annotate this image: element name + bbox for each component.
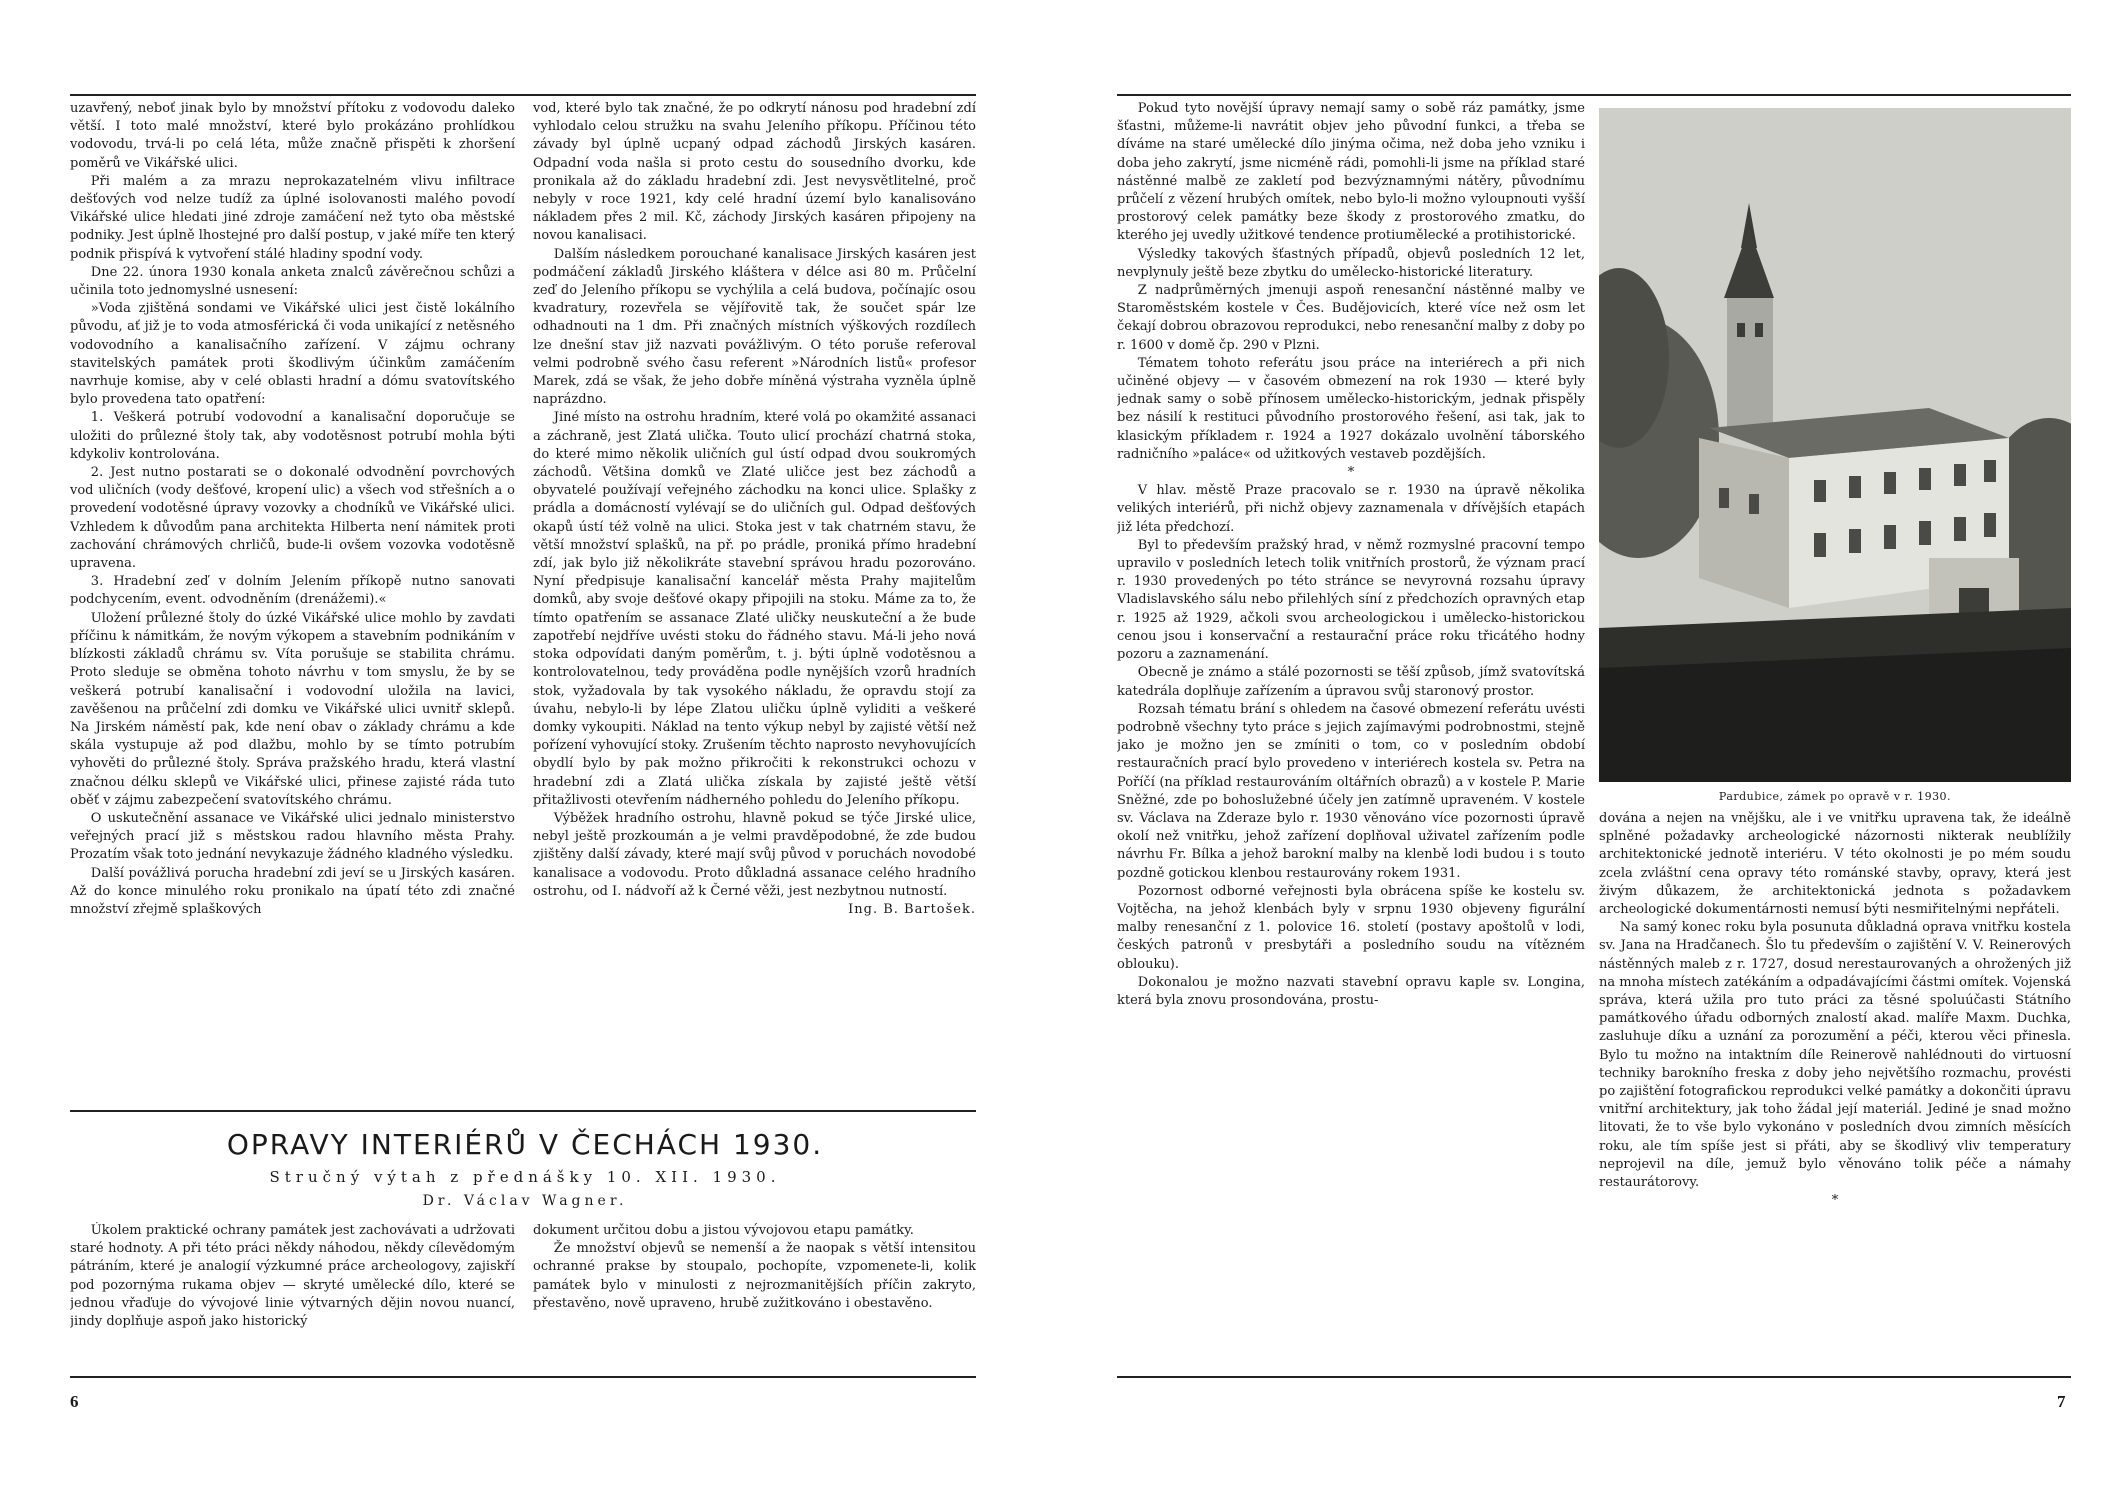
right-page (1057, 0, 2114, 1500)
paragraph: Obecně je známo a stálé pozornosti se těší způsob, jímž svatovítská katedrála doplňuje zařízením a úpravou svůj staronový prostor. (1117, 665, 1585, 699)
paragraph: Pozornost odborné veřejnosti byla obrácena spíše ke kostelu sv. Vojtěcha, na jehož klenbách byly v srpnu 1930 objeveny figurální malby renesanční z 1. polovice 16. století (postavy apoštolů v lodi, českých patronů v presbytáři a posledního soudu na vítězném oblouku). (1117, 883, 1585, 972)
paragraph: Dalším následkem porouchané kanalisace Jirských kasáren jest podmáčení základů Jirského kláštera v délce asi 80 m. Průčelní zeď do Jeleního příkopu se vychýlila a celá budova, počínajíc osou kvadratury, rozevřela se vějířovitě tak, že součet spár lze odhadnouti na 1 dm. Při značných místních výškových rozdílech lze dnešní stav již nazvati povážlivým. O této poruše referoval velmi podrobně svého času referent »Národních listů« profesor Marek, zdá se však, že jeho dobře míněná výstraha vyzněla úplně naprázdno. (533, 246, 976, 408)
paragraph: 1. Veškerá potrubí vodovodní a kanalisační doporučuje se uložiti do průlezné štoly tak, aby vodotěsnost potrubí mohla býti kdykoliv kontrolována. (70, 410, 515, 462)
top-rule (70, 94, 976, 96)
right-col-1 (1117, 100, 1585, 1375)
paragraph: dokument určitou dobu a jistou vývojovou etapu památky. (533, 1223, 914, 1238)
bottom-rule (1117, 1376, 2071, 1378)
paragraph: »Voda zjištěná sondami ve Vikářské ulici jest čistě lokálního původu, ať již je to voda atmosférická či voda unikající z netěsného vodovodního a kanalisačního zařízení. V zájmu ochrany stavitelských památek proti škodlivým účinkům zamáčením navrhuje komise, aby v celé oblasti hradní a dómu svatovítského bylo provedena tato opatření: (70, 301, 515, 408)
left-col-1 (70, 100, 515, 1105)
page-number: 7 (2057, 1392, 2066, 1411)
paragraph: V hlav. městě Praze pracovalo se r. 1930 na úpravě několika velikých interiérů, při nichž objevy zaznamenala v dřívějších etapách již léta předchozí. (1117, 483, 1585, 535)
paragraph: Že množství objevů se nemenší a že naopak s větší intensitou ochranné prakse by stoupalo, pochopíte, vzpomenete-li, kolik památek bylo v minulosti z nejrozmanitějších příčin zakryto, přestavěno, nově upraveno, hrubě zužitkováno i obestavěno. (533, 1241, 976, 1311)
paragraph: Rozsah tématu brání s ohledem na časové obmezení referátu uvésti podrobně všechny tyto práce s jejich zajímavými podrobnostmi, stejně jako je možno jen se zmíniti o tom, co v posledním období restauračních prací bylo provedeno v interiérech kostela sv. Petra na Poříčí (na příklad restaurováním oltářních obrazů) a v kostele P. Marie Sněžné, zde po bohoslužebné účely jen zatímně upraveném. V kostele sv. Václava na Zderaze bylo r. 1930 věnováno více pozornosti úpravě okolí než vnitřku, jehož zařízení doplňoval uživatel zařízením podle návrhu Fr. Bílka a jehož barokní malby na klenbě lodi budou i s touto pozdně gotickou klenbou restaurovány rokem 1931. (1117, 701, 1585, 881)
page-number: 6 (70, 1392, 79, 1411)
castle-photo (1599, 108, 2071, 782)
left-col-2 (533, 100, 976, 1105)
top-rule (1117, 94, 2071, 96)
paragraph: vod, které bylo tak značné, že po odkrytí nánosu pod hradební zdí vyhlodalo celou stružku na svahu Jeleního příkopu. Příčinou této závady byl úplně ucpaný odpad záchodů Jirských kasáren. Odpadní voda našla si proto cestu do sousedního dvorku, kde pronikala až do základu hradební zdi. Jest nevysvětlitelné, proč nebyly v roce 1921, kdy celé hradní území bylo kanalisováno nákladem přes 2 mil. Kč, záchody Jirských kasáren připojeny na novou kanalisaci. (533, 101, 976, 244)
paragraph: 3. Hradební zeď v dolním Jelením příkopě nutno sanovati podchycením, event. odvodněním (drenážemi).« (70, 574, 515, 608)
paragraph: Byl to především pražský hrad, v němž rozmyslné pracovní tempo upravilo v posledních letech tolik vnitřních prostorů, že význam prací r. 1930 provedených po této stránce se nevyrovná rozsahu úpravy Vladislavského sálu nebo přilehlých síní z předchozích opravných etap r. 1925 až 1929, ačkoli svou archeologickou i umělecko-historickou cenou jsou i konservační a restaurační práce roku třicátého hodny pozoru a zaznamenání. (1117, 537, 1585, 663)
article-col-2 (533, 1222, 976, 1372)
paragraph: Pokud tyto novější úpravy nemají samy o sobě ráz památky, jsme šťastni, můžeme-li navrátit objev jeho původní funkci, a třeba se díváme na staré umělecké dílo jinýma očima, než doba jeho vzniku i doba jeho zakrytí, jsme nicméně rádi, pomohli-li jsme na příklad staré nástěnné malbě ze zakletí pod bezvýznamnými nátěry, původnímu průčelí z vězení hrubých omítek, nebo bylo-li možno vyloupnouti vyšší prostorový celek památky beze škody z prostorového zmatku, do kterého jej uvedly užitkové tendence protiumělecké a protihistorické. (1117, 101, 1585, 244)
paragraph: Výsledky takových šťastných případů, objevů posledních 12 let, nevplynuly ještě beze zbytku do umělecko-historické literatury. (1117, 246, 1585, 280)
paragraph: Uložení průlezné štoly do úzké Vikářské ulice mohlo by zavdati příčinu k námitkám, že novým výkopem a stavebním podnikáním v blízkosti základů chrámu sv. Víta porušuje se stabilita chrámu. Proto sleduje se obměna tohoto návrhu v tom smyslu, že by se veškerá potrubí kanalisační i vodovodní uložila na lavici, zavěšenou na průčelní zdi domku ve Vikářské ulici uvnitř sklepů. Na Jirském náměstí pak, kde není obav o základy chrámu a kde skála vystupuje až pod dlažbu, mohlo by se tímto potrubím vyhověti do průlezné štoly. Správa pražského hradu, která vlastní značnou délku sklepů ve Vikářské ulici, přinese zajisté ráda tuto oběť v zájmu zabezpečení svatovítského chrámu. (70, 610, 515, 808)
paragraph: Při malém a za mrazu neprokazatelném vlivu infiltrace dešťových vod nelze tudíž za úplné isolovanosti malého povodí Vikářské ulice hledati jiné zdroje zamáčení než tyto oba městské podniky. Jest úplně lhostejné pro další postup, v jaké míře ten který podnik přispívá k vytvoření stálé hladiny spodní vody. (70, 173, 515, 262)
paragraph: Jiné místo na ostrohu hradním, které volá po okamžité assanaci a záchraně, jest Zlatá ulička. Touto ulicí prochází chatrná stoka, do které mimo několik uličních gul ústí odpad dvou soukromých záchodů. Většina domků ve Zlaté uličce jest bez záchodů a obyvatelé používají veřejného záchodku na konci ulice. Splašky z prádla a domácností vylévají se do uličních gul. Odpad dešťových okapů ústí též volně na ulici. Stoka jest v tak chatrném stavu, že větší množství splašků, na př. po prádle, proniká přímo hradební zdí, jak bylo již několikráte stavební správou hradu pozorováno. Nyní předpisuje kanalisační kancelář města Prahy majitelům domků, aby svoje dešťové okapy připojili na stoku. Máme za to, že tímto opatřením se assanace Zlaté uličky neuskuteční a že bude zapotřebí nejdříve uvésti stoku do řádného stavu. Má-li jeho nová stoka odpovídati daným poměrům, t. j. býti úplně vodotěsnou a kontrolovatelnou, tedy prováděna podle nynějších vzorů hradních stok, vyžadovala by tak vysokého nákladu, že opravdu stojí za úvahu, nebylo-li by lépe Zlatou uličku úplně vyliditi a veškeré domky vykoupiti. Náklad na tento výkup nebyl by zajisté větší než pořízení vyhovující stoky. Zrušením těchto naprosto nevyhovujících obydlí bylo by pak možno přikročiti k rekonstrukci ochozu v hradební zdi a Zlatá ulička získala by zajisté ještě větší přitažlivosti otevřením nádherného pohledu do Jeleního příkopu. (533, 410, 976, 808)
paragraph: Z nadprůměrných jmenuji aspoň renesanční nástěnné malby ve Staroměstském kostele v Čes. Budějovicích, které více než osm let čekají dobrou obrazovou reprodukci, nebo renesanční malby z doby po r. 1600 v domě čp. 290 v Plzni. (1117, 283, 1585, 353)
paragraph: uzavřený, neboť jinak bylo by množství přítoku z vodovodu daleko větší. I toto malé množství, které bylo prokázáno prohlídkou vodovodu, trvá-li po celá léta, může značně přispěti k zhoršení poměrů ve Vikářské ulici. (70, 101, 515, 171)
paragraph: Úkolem praktické ochrany památek jest zachovávati a udržovati staré hodnoty. A při této práci někdy náhodou, někdy cílevědomým pátráním, které je analogií výzkumné práce archeologovy, zajiskří pod pozornýma rukama objev — skryté umělecké dílo, které se jednou vřaďuje do vývojové linie výtvarných dějin novou nuancí, jindy doplňuje aspoň jako historický (70, 1223, 515, 1330)
paragraph: dována a nejen na vnějšku, ale i ve vnitřku upravena tak, že ideálně splněné požadavky archeologické názornosti nikterak neublížily architektonické jednotě interiéru. V této okolnosti je po mém soudu zcela zvláštní cena opravy této románské stavby, opravy, která jest živým důkazem, že architektonická jednota s požadavkem archeologické dokumentárnosti nemusí býti nesmiřitelnými nepřáteli. (1599, 811, 2071, 918)
paragraph: Dne 22. února 1930 konala anketa znalců závěrečnou schůzi a učinila toto jednomyslné usnesení: (70, 264, 515, 299)
right-col-2 (1599, 810, 2071, 1375)
article-title: OPRAVY INTERIÉRŮ V ČECHÁCH 1930. (226, 1128, 824, 1161)
article-subtitle: Stručný výtah z přednášky 10. XII. 1930. (269, 1168, 781, 1186)
bottom-rule (70, 1376, 976, 1378)
paragraph: 2. Jest nutno postarati se o dokonalé odvodnění povrchových vod uličních (vody dešťové, kropení ulic) a všech vod střešních a o provedení vodotěsné úpravy vozovky a chodníků ve Vikářské ulici. Vzhledem k důvodům pana architekta Hilberta není námitek proti zachování chrámových chrličů, bude-li ovšem vozovka vodotěsně upravena. (70, 465, 515, 572)
paragraph: Výběžek hradního ostrohu, hlavně pokud se týče Jirské ulice, nebyl ještě prozkoumán a je velmi pravděpodobné, že zde budou zjištěny další závady, které mají svůj původ v poruchách novodobé kanalisace a vodovodu. Proto důkladná assanace celého hradního ostrohu, od I. nádvoří až k Černé věži, jest nezbytnou nutností. (533, 810, 976, 899)
section-star: * (1347, 465, 1355, 481)
paragraph: Další povážlivá porucha hradební zdi jeví se u Jirských kasáren. Až do konce minulého roku pronikalo na úpatí této zdi značné množství zřejmě splaškových (70, 865, 515, 917)
photo-caption: Pardubice, zámek po opravě v r. 1930. (1718, 790, 1952, 803)
article-col-1 (70, 1222, 515, 1372)
author-signature: Ing. B. Bartošek. (848, 901, 976, 917)
section-star: * (1831, 1193, 1839, 1209)
article-author: Dr. Václav Wagner. (422, 1193, 628, 1209)
paragraph: Tématem tohoto referátu jsou práce na interiérech a při nich učiněné objevy — v časovém obmezení na rok 1930 — které byly jednak samy o sobě přínosem umělecko-historickým, jednak přispěly bez násilí k restituci původního prostorového řešení, asi tak, jak to klasickým příkladem r. 1924 a 1927 dokázalo uvolnění táborského radničního »paláce« od užitkových vestaveb pozdějších. (1117, 355, 1585, 462)
section-rule (70, 1110, 976, 1112)
paragraph: Dokonalou je možno nazvati stavební opravu kaple sv. Longina, která byla znovu prosondována, prostu- (1117, 974, 1585, 1008)
paragraph: Na samý konec roku byla posunuta důkladná oprava vnitřku kostela sv. Jana na Hradčanech. Šlo tu především o zajištění V. V. Reinerových nástěnných maleb z r. 1727, dosud nerestaurovaných a ohrožených již na mnoha místech zatékáním a odpadávajícími částmi omítek. Vojenská správa, která užila pro tuto práci za těsné spoluúčasti Státního památkového úřadu odborných znalostí akad. malíře Maxm. Duchka, zasluhuje díku a uznání za porozumění a péči, kterou věci přinesla. Bylo tu možno na intaktním díle Reinerově nahlédnouti do virtuosní techniky barokního freska z doby jeho největšího rozmachu, provésti po zajištění fotografickou reprodukci velké památky a dokončiti úpravu vnitřní architektury, jak toho žádal její materiál. Jediné je snad možno litovati, že to vše bylo vykonáno v posledních dvou zimních měsících roku, ale tím spíše jest si přáti, aby se škodlivý vliv temperatury neprojevil na díle, jemuž bylo věnováno tolik péče a námahy restaurátorovy. (1599, 920, 2071, 1191)
paragraph: O uskutečnění assanace ve Vikářské ulici jednalo ministerstvo veřejných prací již s městskou radou hlavního města Prahy. Prozatím však toto jednání nevykazuje žádného kladného výsledku. (70, 810, 515, 863)
